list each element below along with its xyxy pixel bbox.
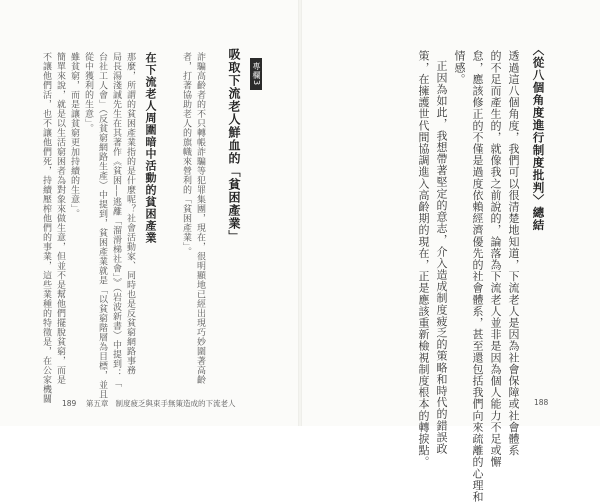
left-footer xyxy=(62,398,236,409)
body-line: 局長湯淺誠先生在其著作《貧困——逃離「溜滑梯社會」》（岩波新書）中提到：「 xyxy=(111,52,121,388)
body-line: 正因為如此，我想帶著堅定的意志，介入造成制度疲乏的策略和時代的錯誤政 xyxy=(435,60,448,455)
intro-quote-line: 詐騙高齡者的不只轉帳詐騙等犯罪集團，現在，很明顯地已經出現巧妙圍著高齡 xyxy=(195,52,205,385)
body-line: 簡單來說，就是以生活窮困者為對象來做生意，但並不是幫他們擺脫貧窮，而是 xyxy=(55,52,65,385)
column-badge: 專欄3 xyxy=(250,58,262,90)
body-line: 那麼，所謂的貧困產業指的是什麼呢？社會活動家、同時也是反貧窮網路事務 xyxy=(125,52,135,375)
body-line: 從中獲利的生意」。 xyxy=(83,52,93,133)
right-page-number: 188 xyxy=(534,398,549,407)
intro-quote-line: 者，打著協助老人的旗幟來營利的「貧困產業」。 xyxy=(181,52,191,257)
right-page xyxy=(302,0,600,502)
body-line: 情感。 xyxy=(453,50,466,85)
chapter-label: 第五章 xyxy=(85,399,109,408)
body-line: 策，在擁護世代間協調進入高齡期的現在，正是應該重新檢視制度根本的轉捩點。 xyxy=(417,50,430,468)
left-page xyxy=(0,0,298,426)
section-title: 〈從八個角度進行制度批判〉總結 xyxy=(531,44,546,232)
body-line: 怠，應該修正的不僅是過度依賴經濟優先的社會體系，甚至還包括我們向來疏離的心理和 xyxy=(471,50,484,502)
body-line: 不讓他們活，也不讓他們死，持續壓榨他們的事業，這些業種的特徵是，在公家機關 xyxy=(41,52,51,404)
section-heading: 在下流老人周圍暗中活動的貧困產業 xyxy=(144,52,157,244)
page-number: 189 xyxy=(62,399,77,408)
body-line: 台社工人會」（反貧窮網路生產）中提到，貧困產業就是「以貧窮階層為目標，並且 xyxy=(97,52,107,399)
body-line: 的不足而產生的，就像我之前說的，論落為下流老人並非是因為個人能力不足或懈 xyxy=(489,50,502,468)
column-title: 吸取下流老人鮮血的「貧困產業」 xyxy=(227,48,241,243)
chapter-title: 制度疲乏與束手無策造成的下流老人 xyxy=(115,399,236,408)
body-line: 雖貧窮，而是讓貧窮更加持續的生意」。 xyxy=(69,52,79,219)
body-line: 透過這八個角度，我們可以很清楚地知道，下流老人是因為社會保障或社會體系 xyxy=(507,50,520,456)
